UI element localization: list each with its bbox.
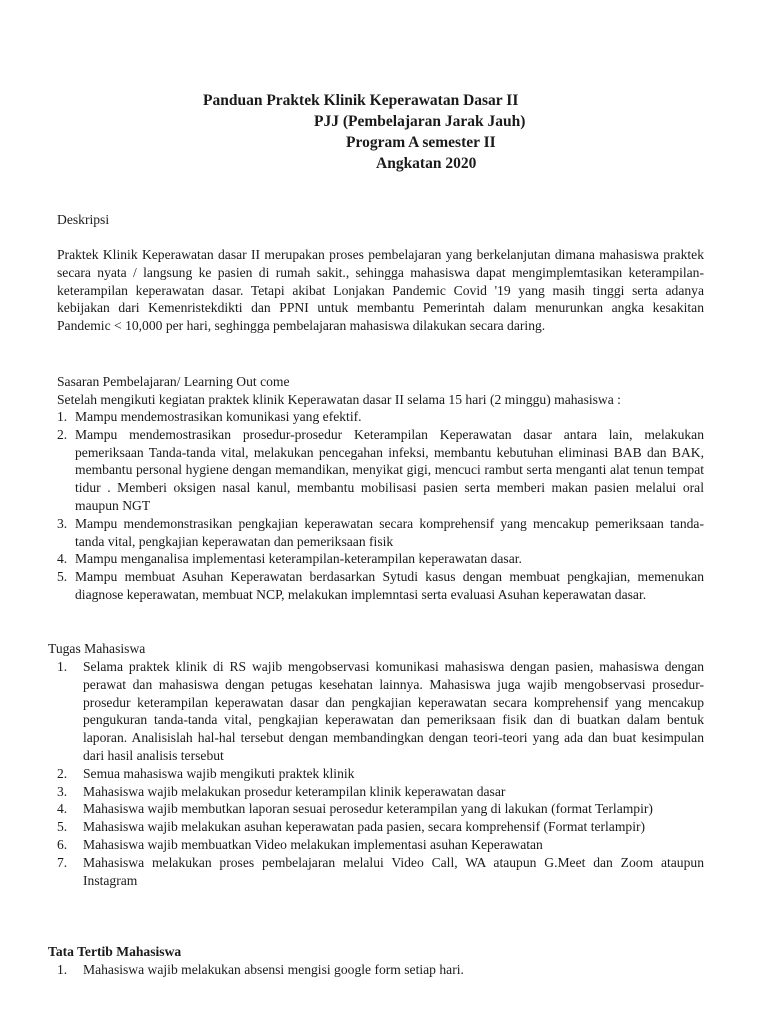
deskripsi-heading: Deskripsi xyxy=(57,212,110,227)
list-item xyxy=(48,961,704,979)
tugas-heading: Tugas Mahasiswa xyxy=(48,641,146,656)
tugas-list xyxy=(48,658,704,889)
sasaran-heading: Sasaran Pembelajaran/ Learning Out come xyxy=(57,374,290,389)
list-number: 3. xyxy=(57,783,68,799)
list-text: Mampu mendemonstrasikan pengkajian keperawatan secara komprehensif yang mencakup pemeriksaan tanda-tanda vital, pengkajian keperawatan dan pemeriksaan fisik xyxy=(75,515,704,549)
document-title-line-2: PJJ (Pembelajaran Jarak Jauh) xyxy=(314,113,526,130)
list-number: 1. xyxy=(57,962,68,977)
sasaran-list xyxy=(57,408,704,604)
list-text: Mahasiswa wajib melakukan prosedur keterampilan klinik keperawatan dasar xyxy=(83,783,506,799)
list-text: Mampu menganalisa implementasi keterampilan-keterampilan keperawatan dasar. xyxy=(75,551,522,567)
list-number: 5. xyxy=(57,569,68,585)
list-text: Mampu mendemostrasikan prosedur-prosedur Keterampilan Keperawatan dasar antara lain, melakukan pemeriksaan Tanda-tanda vital, melakukan pencegahan infeksi, membantu kebutuhan eliminasi BAB dan BAK, membantu personal hygiene dengan memandikan, menyikat gigi, mencuci rambut serta menganti alat tenun tempat tidur . Memberi oksigen nasal kanul, membantu mobilisasi pasien serta memberi makan pasien melalui oral maupun NGT xyxy=(75,426,704,513)
list-number: 4. xyxy=(57,801,68,817)
list-item xyxy=(57,408,704,426)
list-text: Mampu membuat Asuhan Keperawatan berdasarkan Sytudi kasus dengan membuat pengkajian, memenukan diagnose keperawatan, membuat NCP, melakukan implemntasi serta evaluasi Asuhan keperawatan dasar. xyxy=(75,569,704,602)
list-item xyxy=(57,568,704,604)
tata-tertib-heading: Tata Tertib Mahasiswa xyxy=(48,944,182,959)
list-number: 3. xyxy=(57,515,68,531)
list-item xyxy=(48,783,704,801)
list-number: 1. xyxy=(57,409,68,424)
list-item xyxy=(48,800,704,818)
list-item xyxy=(57,426,704,515)
list-item xyxy=(48,818,704,836)
document-title-line-3: Program A semester II xyxy=(346,134,496,151)
list-text: Mahasiswa wajib membuatkan Video melakukan implementasi asuhan Keperawatan xyxy=(83,836,543,852)
sasaran-intro: Setelah mengikuti kegiatan praktek klinik Keperawatan dasar II selama 15 hari (2 minggu) mahasiswa : xyxy=(57,392,621,407)
list-text: Mahasiswa wajib membutkan laporan sesuai perosedur keterampilan yang di lakukan (format Terlampir) xyxy=(83,801,653,817)
list-number: 7. xyxy=(57,854,68,870)
list-number: 1. xyxy=(57,659,68,674)
list-text: Selama praktek klinik di RS wajib mengobservasi komunikasi mahasiswa dengan pasien, mahasiswa dengan perawat dan mahasiswa dengan petugas kesehatan lainnya. Mahasiswa juga wajib mengobservasi prosedur-prosedur keterampilan keperawatan dasar dan pengkajian keperawatan secara komprehensif yang mencakup pengukuran tanda-tanda vital, pengkajian keperawatan dan pemeriksaan fisik dan di buatkan dalam bentuk laporan. Analisislah hal-hal tersebut dengan membandingkan dengan teori-teori yang ada dan buat kesimpulan dari hasil analisis tersebut xyxy=(83,659,704,763)
list-number: 6. xyxy=(57,836,68,852)
list-number: 4. xyxy=(57,551,68,567)
list-text: Semua mahasiswa wajib mengikuti praktek klinik xyxy=(83,765,355,781)
list-item xyxy=(48,658,704,765)
list-text: Mampu mendemostrasikan komunikasi yang efektif. xyxy=(75,409,362,424)
list-item xyxy=(48,854,704,890)
list-number: 2. xyxy=(57,765,68,781)
list-item xyxy=(57,515,704,551)
list-text: Mahasiswa melakukan proses pembelajaran melalui Video Call, WA ataupun G.Meet dan Zoom ataupun Instagram xyxy=(83,854,704,888)
list-number: 2. xyxy=(57,426,68,442)
list-item xyxy=(57,550,704,568)
list-text: Mahasiswa wajib melakukan asuhan keperawatan pada pasien, secara komprehensif (Format terlampir) xyxy=(83,819,646,835)
list-number: 5. xyxy=(57,819,68,835)
deskripsi-paragraph: Praktek Klinik Keperawatan dasar II merupakan proses pembelajaran yang berkelanjutan dimana mahasiswa praktek secara nyata / langsung ke pasien di rumah sakit., sehingga mahasiswa dapat mengimplemtasikan keterampilan-keterampilan keperawatan dasar. Tetapi akibat Lonjakan Pandemic Covid '19 yang masih tinggi serta adanya kebijakan dari Kemenristekdikti dan PPNI untuk membantu Pemerintah dalam menurunkan angka kesakitan Pandemic < 10,000 per hari, seghingga pembelajaran mahasiswa dilakukan secara daring. xyxy=(57,247,704,334)
document-title-line-1: Panduan Praktek Klinik Keperawatan Dasar II xyxy=(203,92,519,109)
tata-tertib-list xyxy=(48,961,704,979)
list-text: Mahasiswa wajib melakukan absensi mengisi google form setiap hari. xyxy=(83,962,464,977)
document-title-line-4: Angkatan 2020 xyxy=(376,155,477,172)
list-item xyxy=(48,765,704,783)
list-item xyxy=(48,836,704,854)
